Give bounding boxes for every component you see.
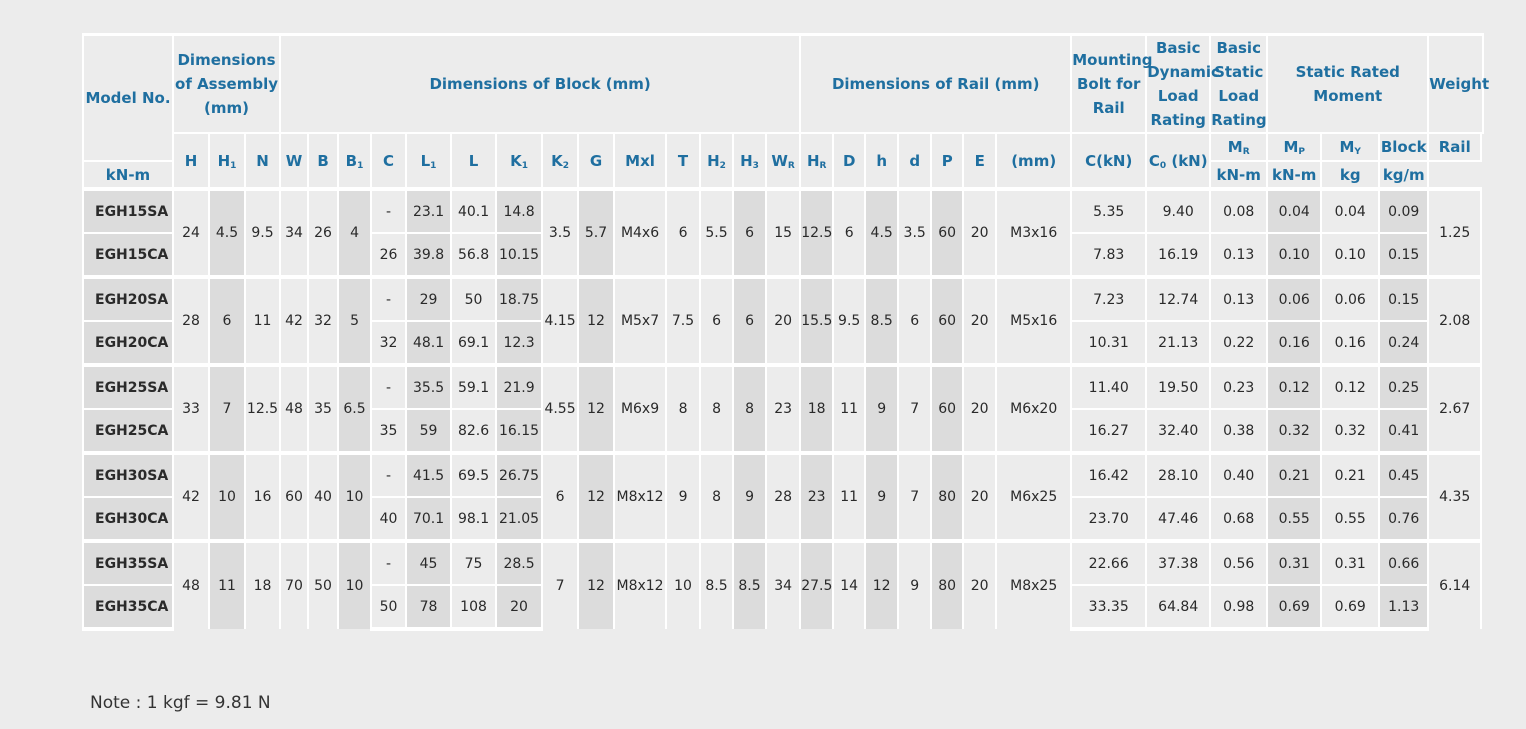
cell-b: 35 bbox=[308, 365, 338, 453]
col-w: W bbox=[280, 133, 308, 189]
cell-block: 0.76 bbox=[1379, 497, 1428, 541]
cell-c: 26 bbox=[371, 233, 406, 277]
cell-l1: 39.8 bbox=[406, 233, 451, 277]
cell-w: 42 bbox=[280, 277, 308, 365]
cell-bolt: M3x16 bbox=[996, 189, 1071, 277]
cell-bolt: M6x20 bbox=[996, 365, 1071, 453]
cell-n: 18 bbox=[245, 541, 280, 629]
cell-block: 0.45 bbox=[1379, 453, 1428, 497]
cell-k1: 21.9 bbox=[496, 365, 542, 409]
cell-c: - bbox=[371, 541, 406, 585]
cell-d-lower: 7 bbox=[898, 453, 931, 541]
cell-w: 70 bbox=[280, 541, 308, 629]
col-l1: $L_1$ bbox=[406, 133, 451, 189]
cell-l1: 70.1 bbox=[406, 497, 451, 541]
col-g: G bbox=[578, 133, 614, 189]
cell-b1: 6.5 bbox=[338, 365, 371, 453]
cell-dynamic: 11.40 bbox=[1071, 365, 1146, 409]
cell-e: 20 bbox=[963, 277, 996, 365]
cell-h2: 5.5 bbox=[700, 189, 733, 277]
cell-g: 12 bbox=[578, 365, 614, 453]
col-d-lower: d bbox=[898, 133, 931, 189]
header-rail: Dimensions of Rail (mm) bbox=[800, 35, 1071, 134]
cell-block: 0.25 bbox=[1379, 365, 1428, 409]
cell-h3: 6 bbox=[733, 277, 766, 365]
cell-c: - bbox=[371, 189, 406, 233]
cell-l1: 59 bbox=[406, 409, 451, 453]
cell-h3: 9 bbox=[733, 453, 766, 541]
cell-k1: 21.05 bbox=[496, 497, 542, 541]
cell-rail-weight: 1.25 bbox=[1428, 189, 1481, 277]
cell-wr: 28 bbox=[766, 453, 800, 541]
cell-static: 37.38 bbox=[1146, 541, 1210, 585]
cell-k1: 28.5 bbox=[496, 541, 542, 585]
cell-h1: 11 bbox=[209, 541, 245, 629]
cell-static: 47.46 bbox=[1146, 497, 1210, 541]
col-block: Block bbox=[1379, 133, 1428, 161]
cell-model: EGH20SA bbox=[83, 277, 173, 321]
cell-bolt: M8x25 bbox=[996, 541, 1071, 629]
cell-t: 7.5 bbox=[666, 277, 700, 365]
cell-l1: 78 bbox=[406, 585, 451, 629]
col-c: C bbox=[371, 133, 406, 189]
cell-d-lower: 9 bbox=[898, 541, 931, 629]
cell-mxl: M8x12 bbox=[614, 541, 666, 629]
cell-my: 0.31 bbox=[1321, 541, 1379, 585]
header-block: Dimensions of Block (mm) bbox=[280, 35, 800, 134]
col-k1: $K_1$ bbox=[496, 133, 542, 189]
cell-mr: 0.38 bbox=[1210, 409, 1267, 453]
cell-l1: 29 bbox=[406, 277, 451, 321]
cell-hr: 15.5 bbox=[800, 277, 833, 365]
cell-dynamic: 10.31 bbox=[1071, 321, 1146, 365]
cell-h: 42 bbox=[173, 453, 209, 541]
cell-mr: 0.68 bbox=[1210, 497, 1267, 541]
cell-dynamic: 16.42 bbox=[1071, 453, 1146, 497]
cell-h-lower: 4.5 bbox=[865, 189, 898, 277]
cell-l: 69.1 bbox=[451, 321, 496, 365]
cell-mp: 0.12 bbox=[1267, 365, 1321, 409]
cell-mp: 0.16 bbox=[1267, 321, 1321, 365]
cell-h2: 8 bbox=[700, 365, 733, 453]
cell-h: 28 bbox=[173, 277, 209, 365]
cell-mr: 0.08 bbox=[1210, 189, 1267, 233]
cell-l: 69.5 bbox=[451, 453, 496, 497]
cell-c: 32 bbox=[371, 321, 406, 365]
cell-h-lower: 9 bbox=[865, 453, 898, 541]
cell-k2: 6 bbox=[542, 453, 578, 541]
cell-rail-weight: 4.35 bbox=[1428, 453, 1481, 541]
cell-d-upper: 6 bbox=[833, 189, 865, 277]
unit-block: kg bbox=[1321, 161, 1379, 189]
cell-my: 0.12 bbox=[1321, 365, 1379, 409]
cell-h2: 6 bbox=[700, 277, 733, 365]
cell-rail-weight: 6.14 bbox=[1428, 541, 1481, 629]
col-ckn: C(kN) bbox=[1071, 133, 1146, 189]
unit-mr: kN-m bbox=[83, 161, 173, 189]
col-e: E bbox=[963, 133, 996, 189]
header-dynamic: Basic Dynamic Load Rating bbox=[1146, 35, 1210, 134]
col-h1: $H_1$ bbox=[209, 133, 245, 189]
cell-hr: 23 bbox=[800, 453, 833, 541]
header-model: Model No. bbox=[83, 35, 173, 162]
cell-my: 0.21 bbox=[1321, 453, 1379, 497]
unit-my: kN-m bbox=[1267, 161, 1321, 189]
cell-block: 0.15 bbox=[1379, 277, 1428, 321]
cell-mr: 0.40 bbox=[1210, 453, 1267, 497]
cell-rail-weight: 2.67 bbox=[1428, 365, 1481, 453]
cell-p: 80 bbox=[931, 541, 963, 629]
table-row bbox=[83, 189, 1483, 233]
cell-mp: 0.10 bbox=[1267, 233, 1321, 277]
cell-mxl: M8x12 bbox=[614, 453, 666, 541]
cell-d-upper: 14 bbox=[833, 541, 865, 629]
col-k2: $K_2$ bbox=[542, 133, 578, 189]
col-d-upper: D bbox=[833, 133, 865, 189]
cell-g: 12 bbox=[578, 541, 614, 629]
cell-mr: 0.13 bbox=[1210, 233, 1267, 277]
cell-block: 1.13 bbox=[1379, 585, 1428, 629]
header-static: Basic Static Load Rating bbox=[1210, 35, 1267, 134]
cell-h1: 7 bbox=[209, 365, 245, 453]
col-mr: $M_R$ bbox=[1210, 133, 1267, 161]
cell-l: 56.8 bbox=[451, 233, 496, 277]
cell-model: EGH25CA bbox=[83, 409, 173, 453]
cell-k2: 4.55 bbox=[542, 365, 578, 453]
cell-mr: 0.23 bbox=[1210, 365, 1267, 409]
cell-t: 9 bbox=[666, 453, 700, 541]
cell-static: 19.50 bbox=[1146, 365, 1210, 409]
spec-table-wrapper bbox=[82, 33, 1490, 631]
cell-mr: 0.56 bbox=[1210, 541, 1267, 585]
cell-k1: 20 bbox=[496, 585, 542, 629]
cell-model: EGH15SA bbox=[83, 189, 173, 233]
cell-mp: 0.32 bbox=[1267, 409, 1321, 453]
cell-h1: 4.5 bbox=[209, 189, 245, 277]
cell-l: 82.6 bbox=[451, 409, 496, 453]
cell-l: 59.1 bbox=[451, 365, 496, 409]
cell-k2: 3.5 bbox=[542, 189, 578, 277]
cell-k2: 7 bbox=[542, 541, 578, 629]
col-mp: $M_P$ bbox=[1267, 133, 1321, 161]
cell-b1: 10 bbox=[338, 453, 371, 541]
cell-hr: 27.5 bbox=[800, 541, 833, 629]
cell-d-upper: 11 bbox=[833, 453, 865, 541]
cell-t: 8 bbox=[666, 365, 700, 453]
cell-model: EGH20CA bbox=[83, 321, 173, 365]
cell-my: 0.10 bbox=[1321, 233, 1379, 277]
cell-l: 75 bbox=[451, 541, 496, 585]
cell-mxl: M4x6 bbox=[614, 189, 666, 277]
cell-dynamic: 5.35 bbox=[1071, 189, 1146, 233]
cell-k1: 14.8 bbox=[496, 189, 542, 233]
col-h-lower: h bbox=[865, 133, 898, 189]
col-h2: $H_2$ bbox=[700, 133, 733, 189]
cell-h3: 8 bbox=[733, 365, 766, 453]
cell-b1: 4 bbox=[338, 189, 371, 277]
table-row bbox=[83, 365, 1483, 409]
cell-b1: 5 bbox=[338, 277, 371, 365]
cell-k1: 26.75 bbox=[496, 453, 542, 497]
cell-dynamic: 23.70 bbox=[1071, 497, 1146, 541]
col-hr: $H_R$ bbox=[800, 133, 833, 189]
cell-p: 60 bbox=[931, 365, 963, 453]
cell-b: 50 bbox=[308, 541, 338, 629]
cell-b: 32 bbox=[308, 277, 338, 365]
cell-static: 64.84 bbox=[1146, 585, 1210, 629]
cell-static: 12.74 bbox=[1146, 277, 1210, 321]
cell-w: 34 bbox=[280, 189, 308, 277]
col-h3: $H_3$ bbox=[733, 133, 766, 189]
cell-c: 35 bbox=[371, 409, 406, 453]
cell-k1: 18.75 bbox=[496, 277, 542, 321]
cell-c: - bbox=[371, 365, 406, 409]
cell-l1: 48.1 bbox=[406, 321, 451, 365]
cell-model: EGH30CA bbox=[83, 497, 173, 541]
cell-dynamic: 7.23 bbox=[1071, 277, 1146, 321]
cell-mr: 0.22 bbox=[1210, 321, 1267, 365]
cell-d-lower: 7 bbox=[898, 365, 931, 453]
cell-l1: 35.5 bbox=[406, 365, 451, 409]
header-moment: Static Rated Moment bbox=[1267, 35, 1428, 134]
col-t: T bbox=[666, 133, 700, 189]
col-p: P bbox=[931, 133, 963, 189]
cell-e: 20 bbox=[963, 541, 996, 629]
cell-mp: 0.06 bbox=[1267, 277, 1321, 321]
cell-k1: 16.15 bbox=[496, 409, 542, 453]
cell-my: 0.32 bbox=[1321, 409, 1379, 453]
cell-h: 24 bbox=[173, 189, 209, 277]
cell-g: 12 bbox=[578, 277, 614, 365]
cell-my: 0.16 bbox=[1321, 321, 1379, 365]
cell-k1: 10.15 bbox=[496, 233, 542, 277]
cell-l1: 23.1 bbox=[406, 189, 451, 233]
cell-e: 20 bbox=[963, 453, 996, 541]
cell-static: 16.19 bbox=[1146, 233, 1210, 277]
cell-h1: 6 bbox=[209, 277, 245, 365]
cell-n: 16 bbox=[245, 453, 280, 541]
col-my: $M_Y$ bbox=[1321, 133, 1379, 161]
cell-static: 21.13 bbox=[1146, 321, 1210, 365]
col-wr: $W_R$ bbox=[766, 133, 800, 189]
header-weight: Weight bbox=[1428, 35, 1483, 134]
cell-d-upper: 9.5 bbox=[833, 277, 865, 365]
cell-h2: 8.5 bbox=[700, 541, 733, 629]
cell-mp: 0.69 bbox=[1267, 585, 1321, 629]
cell-k2: 4.15 bbox=[542, 277, 578, 365]
col-mm: (mm) bbox=[996, 133, 1071, 189]
cell-mxl: M6x9 bbox=[614, 365, 666, 453]
table-row bbox=[83, 453, 1483, 497]
cell-l1: 45 bbox=[406, 541, 451, 585]
col-b1: $B_1$ bbox=[338, 133, 371, 189]
cell-dynamic: 33.35 bbox=[1071, 585, 1146, 629]
cell-block: 0.15 bbox=[1379, 233, 1428, 277]
header-assembly: Dimensions of Assembly (mm) bbox=[173, 35, 280, 134]
cell-c: - bbox=[371, 453, 406, 497]
cell-d-upper: 11 bbox=[833, 365, 865, 453]
cell-c: 40 bbox=[371, 497, 406, 541]
unit-mp: kN-m bbox=[1210, 161, 1267, 189]
cell-h3: 8.5 bbox=[733, 541, 766, 629]
cell-n: 11 bbox=[245, 277, 280, 365]
cell-h1: 10 bbox=[209, 453, 245, 541]
col-c0: $C_0$ (kN) bbox=[1146, 133, 1210, 189]
cell-mr: 0.13 bbox=[1210, 277, 1267, 321]
cell-model: EGH30SA bbox=[83, 453, 173, 497]
cell-mxl: M5x7 bbox=[614, 277, 666, 365]
cell-my: 0.69 bbox=[1321, 585, 1379, 629]
unit-rail: kg/m bbox=[1379, 161, 1428, 189]
cell-p: 60 bbox=[931, 277, 963, 365]
cell-h3: 6 bbox=[733, 189, 766, 277]
cell-d-lower: 3.5 bbox=[898, 189, 931, 277]
spec-table bbox=[82, 33, 1490, 631]
cell-c: 50 bbox=[371, 585, 406, 629]
cell-my: 0.04 bbox=[1321, 189, 1379, 233]
cell-e: 20 bbox=[963, 189, 996, 277]
cell-b: 26 bbox=[308, 189, 338, 277]
cell-dynamic: 7.83 bbox=[1071, 233, 1146, 277]
table-row bbox=[83, 541, 1483, 585]
cell-static: 28.10 bbox=[1146, 453, 1210, 497]
footnote: Note : 1 kgf = 9.81 N bbox=[90, 693, 271, 713]
cell-k1: 12.3 bbox=[496, 321, 542, 365]
cell-b: 40 bbox=[308, 453, 338, 541]
cell-model: EGH35CA bbox=[83, 585, 173, 629]
cell-p: 80 bbox=[931, 453, 963, 541]
cell-l: 50 bbox=[451, 277, 496, 321]
cell-hr: 12.5 bbox=[800, 189, 833, 277]
header-mounting: Mounting Bolt for Rail bbox=[1071, 35, 1146, 134]
cell-l: 98.1 bbox=[451, 497, 496, 541]
cell-model: EGH35SA bbox=[83, 541, 173, 585]
cell-my: 0.06 bbox=[1321, 277, 1379, 321]
cell-rail-weight: 2.08 bbox=[1428, 277, 1481, 365]
cell-wr: 15 bbox=[766, 189, 800, 277]
cell-w: 60 bbox=[280, 453, 308, 541]
cell-mp: 0.55 bbox=[1267, 497, 1321, 541]
cell-block: 0.66 bbox=[1379, 541, 1428, 585]
cell-model: EGH15CA bbox=[83, 233, 173, 277]
cell-h2: 8 bbox=[700, 453, 733, 541]
cell-static: 32.40 bbox=[1146, 409, 1210, 453]
cell-e: 20 bbox=[963, 365, 996, 453]
cell-d-lower: 6 bbox=[898, 277, 931, 365]
cell-mr: 0.98 bbox=[1210, 585, 1267, 629]
cell-static: 9.40 bbox=[1146, 189, 1210, 233]
cell-g: 12 bbox=[578, 453, 614, 541]
cell-t: 10 bbox=[666, 541, 700, 629]
cell-bolt: M5x16 bbox=[996, 277, 1071, 365]
col-mxl: Mxl bbox=[614, 133, 666, 189]
cell-b1: 10 bbox=[338, 541, 371, 629]
cell-mp: 0.04 bbox=[1267, 189, 1321, 233]
cell-dynamic: 22.66 bbox=[1071, 541, 1146, 585]
cell-h: 48 bbox=[173, 541, 209, 629]
cell-t: 6 bbox=[666, 189, 700, 277]
cell-h-lower: 8.5 bbox=[865, 277, 898, 365]
cell-wr: 20 bbox=[766, 277, 800, 365]
col-l: L bbox=[451, 133, 496, 189]
cell-l: 40.1 bbox=[451, 189, 496, 233]
col-h: H bbox=[173, 133, 209, 189]
cell-g: 5.7 bbox=[578, 189, 614, 277]
col-b: B bbox=[308, 133, 338, 189]
cell-model: EGH25SA bbox=[83, 365, 173, 409]
cell-block: 0.41 bbox=[1379, 409, 1428, 453]
cell-block: 0.24 bbox=[1379, 321, 1428, 365]
col-n: N bbox=[245, 133, 280, 189]
cell-n: 12.5 bbox=[245, 365, 280, 453]
cell-block: 0.09 bbox=[1379, 189, 1428, 233]
cell-mp: 0.21 bbox=[1267, 453, 1321, 497]
cell-h-lower: 12 bbox=[865, 541, 898, 629]
cell-c: - bbox=[371, 277, 406, 321]
cell-my: 0.55 bbox=[1321, 497, 1379, 541]
cell-mp: 0.31 bbox=[1267, 541, 1321, 585]
cell-bolt: M6x25 bbox=[996, 453, 1071, 541]
cell-hr: 18 bbox=[800, 365, 833, 453]
cell-p: 60 bbox=[931, 189, 963, 277]
cell-l: 108 bbox=[451, 585, 496, 629]
cell-n: 9.5 bbox=[245, 189, 280, 277]
table-row bbox=[83, 277, 1483, 321]
cell-h-lower: 9 bbox=[865, 365, 898, 453]
cell-wr: 34 bbox=[766, 541, 800, 629]
cell-h: 33 bbox=[173, 365, 209, 453]
cell-wr: 23 bbox=[766, 365, 800, 453]
spec-table-body bbox=[83, 189, 1483, 629]
cell-w: 48 bbox=[280, 365, 308, 453]
cell-dynamic: 16.27 bbox=[1071, 409, 1146, 453]
col-rail: Rail bbox=[1428, 133, 1481, 161]
cell-l1: 41.5 bbox=[406, 453, 451, 497]
